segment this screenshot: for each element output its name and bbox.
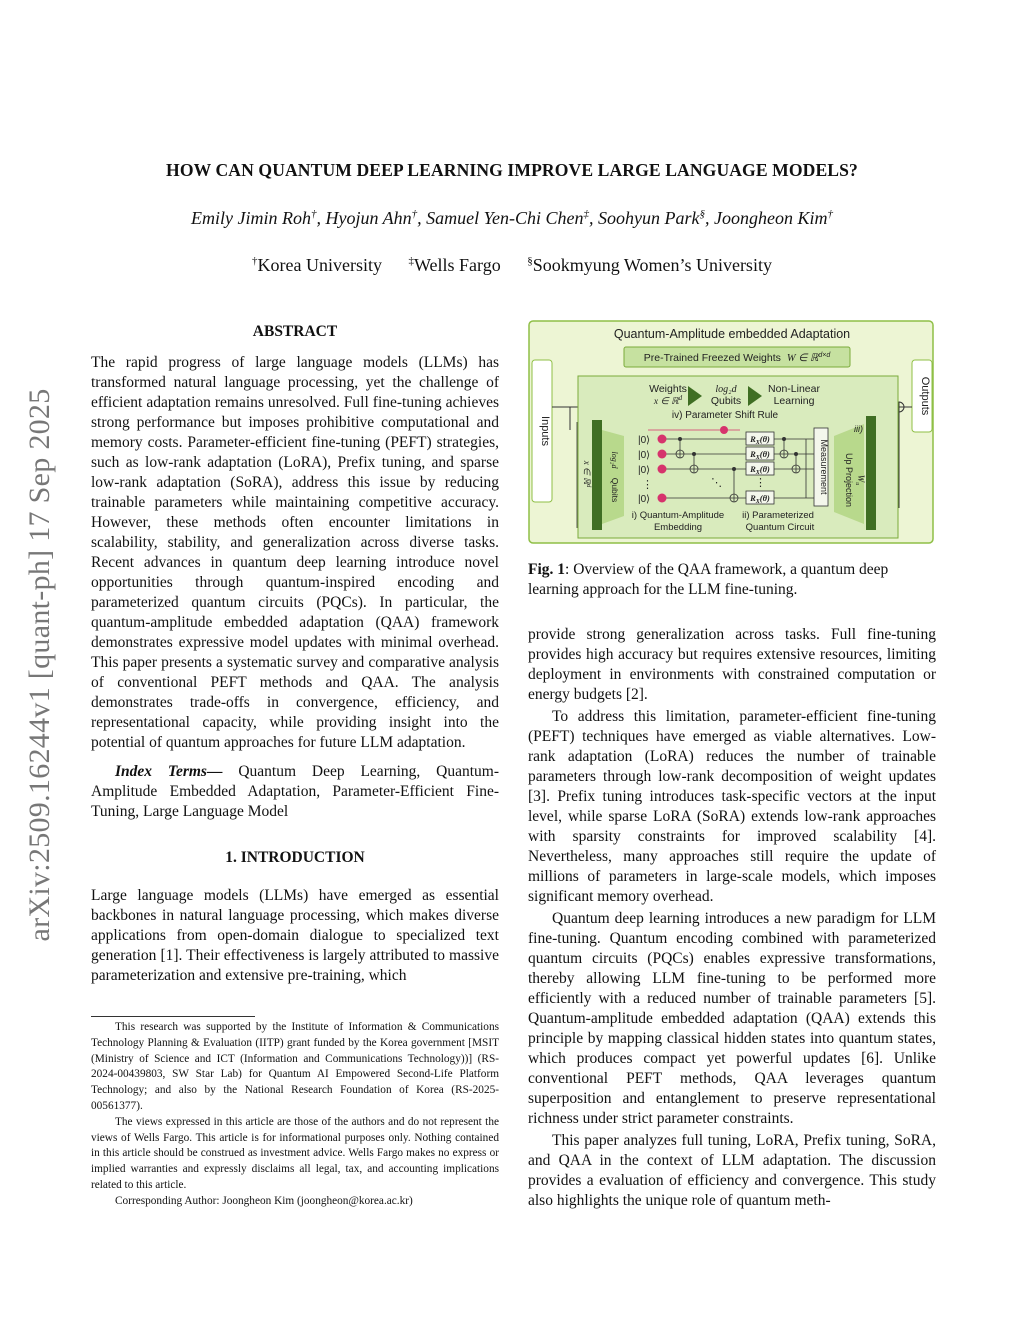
ket-zero: |0⟩ <box>638 435 651 446</box>
svg-text:Embedding: Embedding <box>653 522 703 533</box>
author: Emily Jimin Roh <box>191 208 311 228</box>
svg-text:RX(θ): $R_X(\theta)$ <box>750 493 770 505</box>
figure-title: Quantum-Amplitude embedded Adaptation <box>613 327 851 341</box>
amplitude-ball <box>658 494 667 503</box>
amplitude-ball <box>658 435 667 444</box>
amplitude-ball <box>658 450 667 459</box>
amplitude-ball <box>658 465 667 474</box>
input-vector-block <box>592 420 602 530</box>
caption-text: : Overview of the QAA framework, a quantum deep learning approach for the LLM fine-tuning. <box>528 561 889 598</box>
outputs-label: Outputs <box>919 376 931 416</box>
footnote: Corresponding Author: Joongheon Kim (joongheon@korea.ac.kr) <box>115 1194 413 1207</box>
intro-paragraph-1-cont: provide strong generalization across tasks. Full fine-tuning provides high accuracy but requires extensive resources, limiting deployment in environments with constrained computation or energy budgets [2]. <box>528 626 936 703</box>
svg-text:RX(θ): $R_X(\theta)$ <box>750 449 770 461</box>
affiliation: ‡Wells Fargo <box>408 255 501 275</box>
left-column <box>91 322 499 986</box>
author: Samuel Yen-Chi Chen <box>426 208 584 228</box>
vertical-dots: ⋮ <box>642 479 653 491</box>
parameter-shift-label: iv) Parameter Shift Rule <box>671 410 779 421</box>
qaa-framework-figure <box>528 320 936 545</box>
svg-text:Quantum Circuit: Quantum Circuit <box>745 522 815 533</box>
intro-paragraph-1: Large language models (LLMs) have emerged as essential backbones in natural language processing, which makes diverse applications from open-domain dialogue to specialized text generation [1]. Their effectiveness is largely attributed to massive parameterization and extensive pre-training, which <box>91 887 499 984</box>
step-ii-label: ii) Parameterized <box>742 510 814 521</box>
index-terms: Index Terms— Quantum Deep Learning, Quantum-Amplitude Embedded Adaptation, Parameter-Efficient Fine-Tuning, Large Language Model <box>91 763 500 820</box>
affiliations <box>0 255 1024 276</box>
pretrained-label: Pre-Trained Freezed Weights W ∈ ℝ$^{d\times d}$ <box>643 352 831 364</box>
diagonal-dots: ⋱ <box>711 477 722 489</box>
affiliation: §Sookmyung Women’s University <box>527 255 772 275</box>
affiliation: †Korea University <box>252 255 382 275</box>
intro-paragraph-4: This paper analyzes full tuning, LoRA, Prefix tuning, SoRA, and QAA in the context of LLM adaptation. The discussion provides a evaluation of efficiency and convergence. This study also highlights the unique role of quantum meth- <box>528 1132 936 1209</box>
svg-text:⋮: ⋮ <box>755 477 766 489</box>
svg-text:RX(θ): $R_X(\theta)$ <box>750 434 770 446</box>
encoder-qubits-label: Qubits <box>610 477 620 503</box>
qubits-math: log₂d <box>715 384 737 395</box>
paper-title: HOW CAN QUANTUM DEEP LEARNING IMPROVE LARGE LANGUAGE MODELS? <box>166 160 858 180</box>
author: Hyojun Ahn <box>325 208 412 228</box>
qubits-label: Qubits <box>710 395 742 407</box>
output-vector-block <box>866 416 876 530</box>
arxiv-identifier-text: arXiv:2509.16244v1 [quant-ph] 17 Sep 2025 <box>23 388 56 942</box>
caption-label: Fig. 1 <box>528 561 566 578</box>
footnote-rule <box>91 1016 255 1017</box>
abstract-heading: ABSTRACT <box>252 323 338 340</box>
abstract-body: The rapid progress of large language models (LLMs) has transformed natural language processing, yet the challenge of efficient adaptation remains unresolved. Full fine-tuning achieves strong performance but imposes prohibitive computational and memory costs. Parameter-efficient fine-tuning (PEFT) strategies, such as low-rank adaptation (LoRA), Prefix tuning, and sparse low-rank adaptation (SoRA), address this issue by reducing trainable parameters while maintaining competitive accuracy. However, these methods often encounter limitations in scalability, stability, and generalization across diverse tasks. Recent advances in quantum deep learning introduce novel opportunities through quantum-inspired encoding and parameterized quantum circuits (PQCs). In particular, the quantum-amplitude embedded adaptation (QAA) framework demonstrates expressive model updates with minimal overhead. This paper presents a systematic survey and comparative analysis of conventional PEFT methods and QAA. The analysis demonstrates trade-offs in convergence, efficiency, and representational capacity, while providing insight into the potential of quantum approaches for future LLM adaptation. <box>91 354 499 751</box>
up-projection-math: $W_u$ <box>854 474 866 486</box>
intro-paragraph-3: Quantum deep learning introduces a new paradigm for LLM fine-tuning. Quantum encoding combined with parameterized quantum circuits (PQCs) enables expressive transformations, thereby allowing LLM fine-tuning to be performed more efficiently with a reduced number of trainable parameters [5]. Quantum-amplitude embedded adaptation (QAA) extends this principle by mapping classical hidden states into quantum states, which produces compact yet powerful updates [6]. Unlike conventional PEFT methods, QAA leverages quantum superposition and entanglement to preserve representational richness under strict parameter constraints. <box>528 910 936 1127</box>
step-iii-label: iii) <box>854 424 863 434</box>
intro-paragraph-2: To address this limitation, parameter-efficient fine-tuning (PEFT) techniques have emerged as viable alternatives. Low-rank adaptation (LoRA) reduces the number of trainable parameters through low-rank decomposition of weight updates [3]. Prefix tuning introduces task-specific vectors at the input level, while sparse LoRA (SoRA) extends low-rank approaches with sparsity constraints for improved scalability [4]. Nevertheless, many approaches still require the update of millions of parameters in large-scale models, which imposes significant memory overhead. <box>528 708 936 905</box>
intro-heading: 1. INTRODUCTION <box>225 849 365 866</box>
ket-zero: |0⟩ <box>638 494 651 505</box>
weights-math: x ∈ ℝ$^d$ <box>653 394 683 407</box>
author-list: Emily Jimin Roh†, Hyojun Ahn†, Samuel Yen-Chi Chen‡, Soohyun Park§, Joongheon Kim† <box>191 208 833 228</box>
svg-text:RX(θ): $R_X(\theta)$ <box>750 464 770 476</box>
arxiv-identifier <box>17 350 63 980</box>
footnote: This research was supported by the Institute of Information & Communications Technology Planning & Evaluation (IITP) grant funded by the Korea government [MSIT (Ministry of Science and ICT (Information and Communications Technology))] (RS-2024-00439803, SW Star Lab) for Quantum AI Empowered Second-Life Platform Technology; and also by the National Research Foundation of Korea (RS-2025-00561377). <box>91 1021 499 1112</box>
weights-label: Weights <box>649 383 687 395</box>
up-projection-label: Up Projection <box>844 452 854 508</box>
measurement-label: Measurement <box>819 439 829 495</box>
step-i-label: i) Quantum-Amplitude <box>631 510 725 521</box>
nonlinear-label-2: Learning <box>773 395 815 407</box>
block-dim-label: x ∈ ℝ$^d$ <box>582 460 592 488</box>
footnotes <box>91 1020 499 1210</box>
nonlinear-label-1: Non-Linear <box>768 383 820 395</box>
footnote: The views expressed in this article are those of the authors and do not represent the views of Wells Fargo. This article is for informational purposes only. Nothing contained in this article should be construed as investment advice. Wells Fargo makes no express or implied warranties and expressly disclaims all legal, tax, and accounting implications related to this article. <box>91 1115 499 1191</box>
right-column <box>528 625 936 1211</box>
ket-zero: |0⟩ <box>638 450 651 461</box>
inputs-label: Inputs <box>539 416 551 446</box>
figure-caption <box>528 560 936 600</box>
author: Soohyun Park <box>598 208 700 228</box>
author: Joongheon Kim <box>714 208 828 228</box>
ket-zero: |0⟩ <box>638 465 651 476</box>
encoder-qubits-math: log₂d <box>610 451 619 469</box>
